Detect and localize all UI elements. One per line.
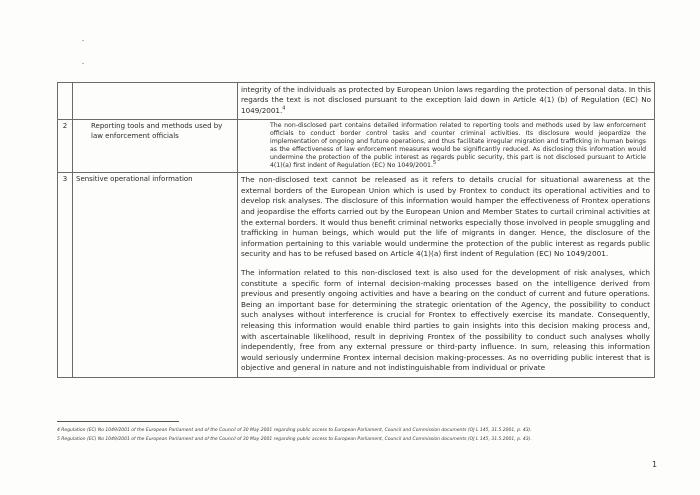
- paragraph: integrity of the individuals as protected by European Union laws regarding the protection of personal data. In this regards the text is not disclosed pursuant to the exception laid down in Article 4(1) (b) of Regulation (EC) No 1049/2001.$^4$: [241, 85, 651, 115]
- row-text: [238, 120, 655, 173]
- row-number: [58, 83, 73, 120]
- row-label: Sensitive operational information: [73, 173, 238, 378]
- row-number: 3: [58, 173, 73, 378]
- footnotes: [57, 426, 677, 444]
- paragraph: The information related to this non-disclosed text is also used for the development of risk analyses, which constitute a specific form of internal decision-making processes based on the intelligence derived from previous and presently ongoing activities and have a bearing on the conduct of current and future operations. Being an important base for determining the strategic orientation of the Agency, the possibility to conduct such analyses without interference is crucial for Frontex to effectively exercise its mandate. Consequently, releasing this information would enable third parties to gain insights into this decision making process and, with ascertainable likelihood, result in depriving Frontex of the possibility to conduct such analyses wholly independently, free from any external pressure or third-party influence. In sum, releasing this information would seriously undermine Frontex internal decision making-processes. As no overriding public interest that is objective and general in nature and not indistinguishable from individual or private: [241, 267, 650, 373]
- footnote-ref: 4: [282, 105, 286, 112]
- disclosure-table: [57, 82, 655, 378]
- scan-speck: [82, 40, 84, 41]
- row-label: Reporting tools and methods used by law enforcement officials: [73, 120, 238, 173]
- footnote: 5 Regulation (EC) No 1049/2001 of the European Parliament and of the Council of 30 May 2001 regarding public access to European Parliament, Council and Commission documents (OJ L 145, 31.5.2001, p. 43).: [57, 437, 532, 442]
- row-number: 2: [58, 120, 73, 173]
- row-label: [73, 83, 238, 120]
- scan-speck: [82, 63, 84, 64]
- table-row: [58, 173, 655, 378]
- paragraph: The non-disclosed part contains detailed information related to reporting tools and methods used by law enforcement officials to conduct border control tasks and counter criminal activities. Its disclosure would jeopardize the implementation of ongoing and future operations, and thus facilitate irregular migration and trafficking in human beings as the effectiveness of law enforcement measures would be significantly reduced. As disclosing this information would undermine the protection of the public interest as regards public security, this part is not disclosed pursuant to Article 4(1)(a) first indent of Regulation (EC) No 1049/2001.$^5$: [270, 122, 646, 170]
- footnote-separator: [57, 421, 179, 422]
- footnote: 4 Regulation (EC) No 1049/2001 of the European Parliament and of the Council of 30 May 2001 regarding public access to European Parliament, Council and Commission documents (OJ L 145, 31.5.2001, p. 43).: [57, 428, 532, 433]
- paragraph: The non-disclosed text cannot be released as it refers to details crucial for situational awareness at the external borders of the European Union which is used by Frontex to conduct its operational activities and to develop risk analyses. The disclosure of this information would hamper the effectiveness of Frontex operations and jeopardise the efforts carried out by the European Union and Member States to curtail criminal activities at the external borders. It would thus benefit criminal networks especially those involved in people smuggling and trafficking in human beings, which would put the life of migrants in danger. Hence, the disclosure of the information pertaining to this variable would undermine the protection of the public interest as regards public security and has to be refused based on Article 4(1)(a) first indent of Regulation (EC) No 1049/2001.: [241, 175, 650, 259]
- row-text: [238, 83, 655, 120]
- row-text: [238, 173, 655, 378]
- footnote-ref: 5: [432, 160, 437, 167]
- table-row: [58, 83, 655, 120]
- page-number: 1: [652, 460, 658, 469]
- table-row: [58, 120, 655, 173]
